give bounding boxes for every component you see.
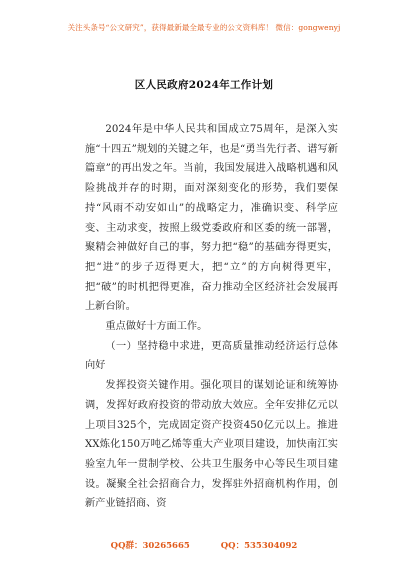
paragraph-investment: 发挥投资关键作用。强化项目的谋划论证和统筹协调，发挥好政府投资的带动放大效应。全年安排亿元以上项目325个，完成固定资产投资450亿元以上。推进XX炼化150万吨乙烯等重大产业项目建设，加快南江实验室九年一贯制学校、公共卫生服务中心等民生项目建设。凝聚全社会招商合力，发挥驻外招商机构作用，创新产业链招商、资 [85,380,338,510]
paragraph-intro: 2024年是中华人民共和国成立75周年，是深入实施“十四五”规划的关键之年，也是“勇当先行者、谱写新篇章”的再出发之年。当前，我国发展进入战略机遇和风险挑战并存的时期，面对深刻变化的形势，我们要保持“风雨不动安如山”的战略定力，准确识变、科学应变、主动求变，按照上级党委政府和区委的统一部署，聚精会神做好自己的事，努力把“稳”的基础夯得更实，把“进”的步子迈得更大，把“立”的方向树得更牢，把“破”的时机把得更准，奋力推动全区经济社会发展再上新台阶。 [85,124,338,313]
footer-contact [0,539,408,551]
header-banner: 关注头条号“公文研究”，获得最新最全最专业的公文资料库！ 微信：gongwenyj [67,23,341,32]
qq-group: QQ群：30265665 [110,541,190,551]
document-body [85,120,338,514]
document-title: 区人民政府2024年工作计划 [134,79,274,91]
qq-number: QQ：535304092 [220,541,298,551]
paragraph-overview: 重点做好十方面工作。 [105,321,208,333]
section-heading-1: （一）坚持稳中求进，更高质量推动经济运行总体向好 [85,340,338,372]
